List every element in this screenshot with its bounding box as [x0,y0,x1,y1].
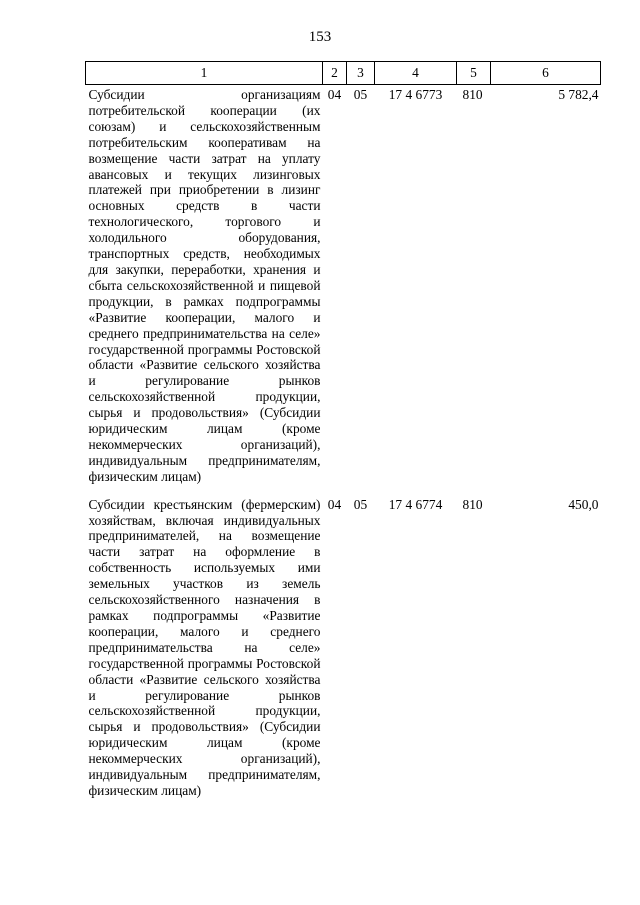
header-col-3: 3 [347,62,375,85]
page-number: 153 [308,29,332,45]
row-amount: 5 782,4 [558,87,599,102]
header-col-5: 5 [457,62,491,85]
header-col-2: 2 [323,62,347,85]
table-row [86,85,601,485]
budget-table [85,61,601,799]
row-subsection: 05 [353,496,368,512]
header-col-1: 1 [86,62,323,85]
row-description: Субсидии крестьянским (фермерским) хозяйствам, включая индивидуальных предпринимателей, на возмещение части затрат на оформление в собственность используемых ими земельных участков из земель сельскохозяйственного назначения в рамках подпрограммы «Развитие кооперации, малого и среднего предпринимательства на селе» государственной программы Ростовской области «Развитие сельского хозяйства и регулирование рынков сельскохозяйственной продукции, сырья и продовольствия» (Субсидии юридическим лицам (кроме некоммерческих организаций), индивидуальным предпринимателям, физическим лицам) [88,496,321,798]
row-target: 17 4 6773 [388,87,443,102]
table-row [86,485,601,799]
row-target: 17 4 6774 [388,496,443,512]
row-description: Субсидии организациям потребительской кооперации (их союзам) и сельскохозяйственным потребительским кооперативам на возмещение части затрат на уплату авансовых и текущих лизинговых платежей при приобретении в лизинг основных средств в части технологического, торгового и холодильного оборудования, транспортных средств, необходимых для закупки, переработки, хранения и сбыта сельскохозяйственной и пищевой продукции, в рамках подпрограммы «Развитие кооперации, малого и среднего предпринимательства на селе» государственной программы Ростовской области «Развитие сельского хозяйства и регулирование рынков сельскохозяйственной продукции, сырья и продовольствия» (Субсидии юридическим лицам (кроме некоммерческих организаций), индивидуальным предпринимателям, физическим лицам) [88,87,321,484]
table-header-row [86,62,601,85]
row-section: 04 [327,496,342,512]
row-amount: 450,0 [568,496,599,512]
row-section: 04 [327,87,342,102]
row-subsection: 05 [353,87,368,102]
row-expense-type: 810 [462,496,483,512]
row-expense-type: 810 [462,87,483,102]
header-col-6: 6 [491,62,601,85]
header-col-4: 4 [375,62,457,85]
